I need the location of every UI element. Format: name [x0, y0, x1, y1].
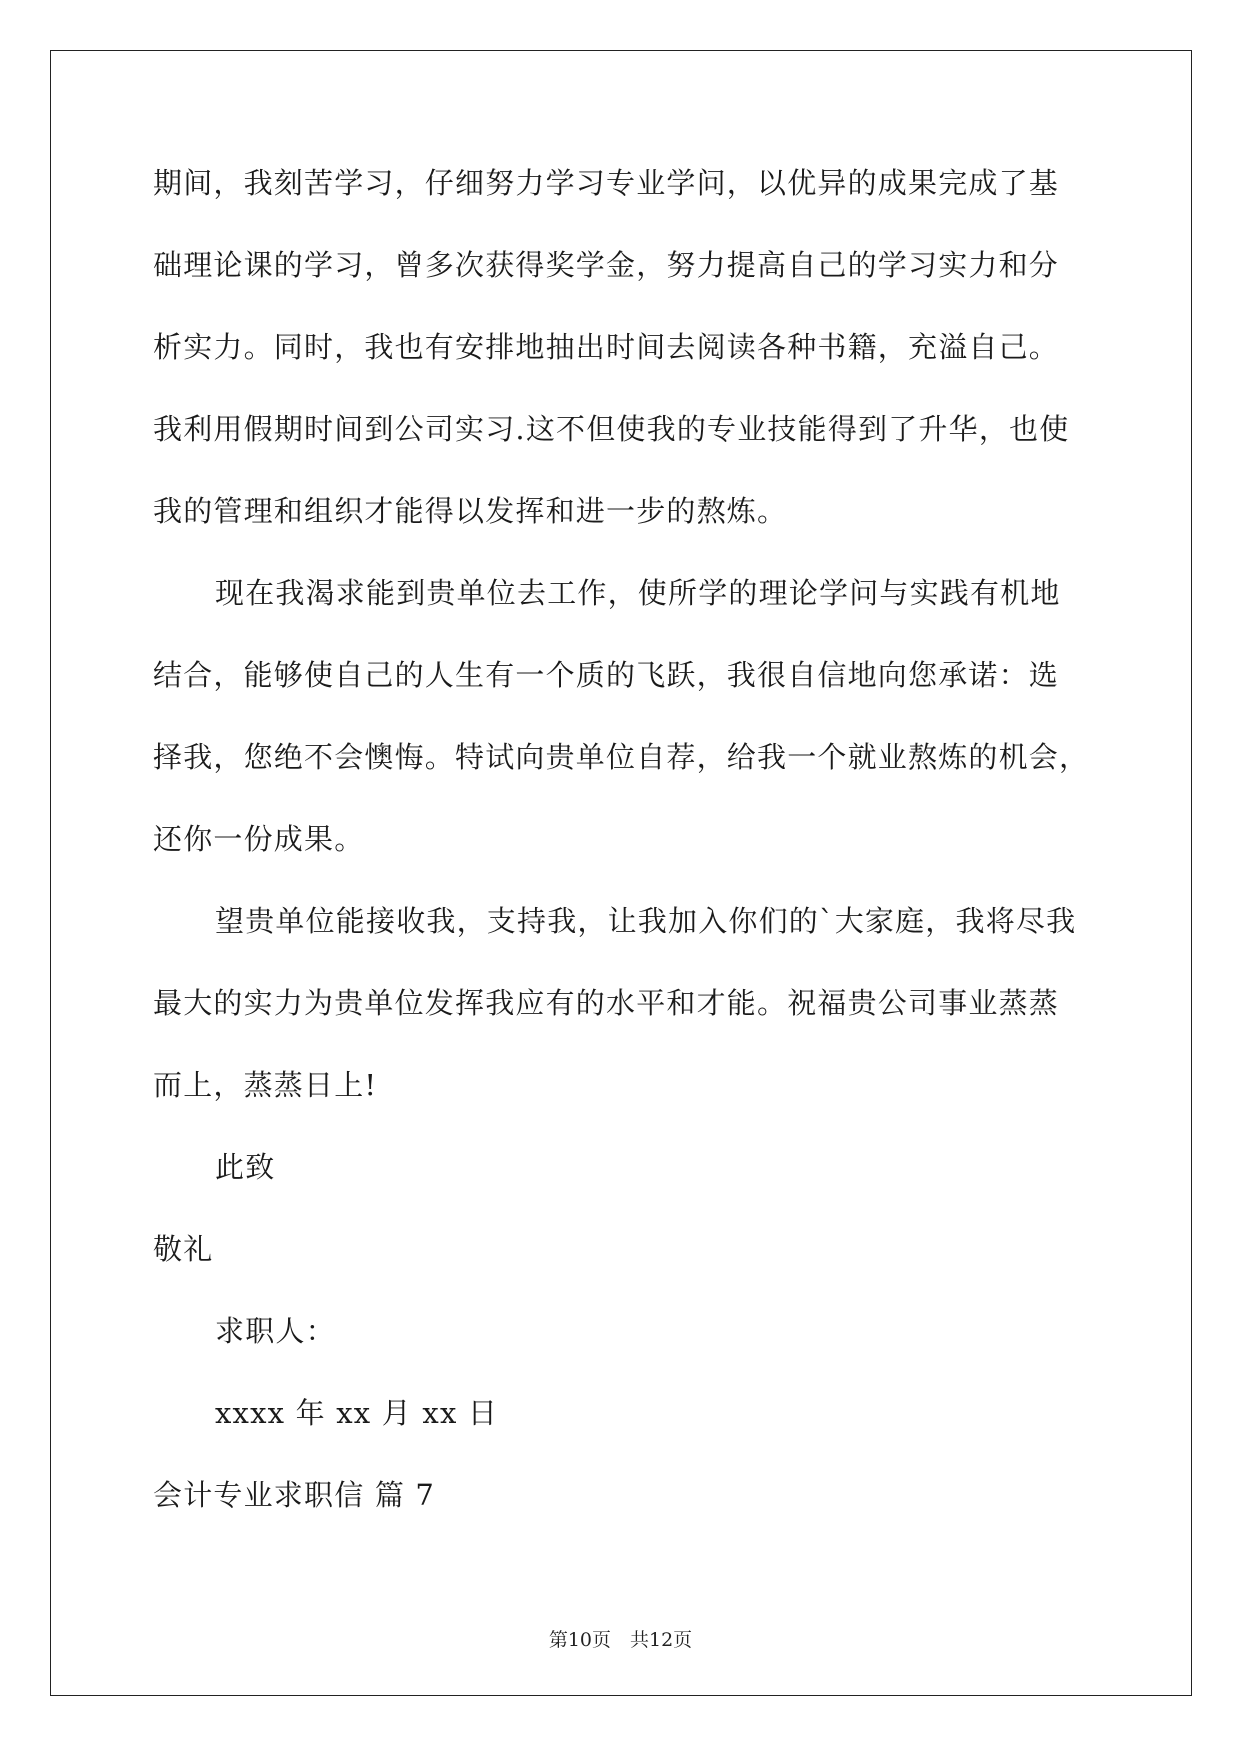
closing-salutation: 此致	[215, 1150, 276, 1184]
text-line: 望贵单位能接收我，支持我，让我加入你们的`大家庭，我将尽我	[215, 904, 1077, 938]
date-line: xxxx 年 xx 月 xx 日	[215, 1396, 499, 1430]
text-line: 析实力。同时，我也有安排地抽出时间去阅读各种书籍，充溢自己。	[153, 330, 1060, 364]
text-line: 而上，蒸蒸日上!	[153, 1068, 378, 1102]
closing-regards: 敬礼	[153, 1232, 214, 1266]
text-line: 期间，我刻苦学习，仔细努力学习专业学问，以优异的成果完成了基	[153, 166, 1060, 200]
text-line: 我的管理和组织才能得以发挥和进一步的熬炼。	[153, 494, 788, 528]
text-line: 结合，能够使自己的人生有一个质的飞跃，我很自信地向您承诺：选	[153, 658, 1060, 692]
letter-body	[153, 165, 1088, 1559]
section-heading: 会计专业求职信 篇 7	[153, 1478, 436, 1512]
signature-label: 求职人：	[215, 1314, 336, 1348]
page-number: 第10页 共12页	[548, 1629, 693, 1651]
text-line: 还你一份成果。	[153, 822, 365, 856]
text-line: 我利用假期时间到公司实习.这不但使我的专业技能得到了升华，也使	[153, 412, 1070, 446]
text-line: 础理论课的学习，曾多次获得奖学金，努力提高自己的学习实力和分	[153, 248, 1060, 282]
text-line: 择我，您绝不会懊悔。特试向贵单位自荐，给我一个就业熬炼的机会，	[153, 740, 1090, 774]
text-line: 现在我渴求能到贵单位去工作，使所学的理论学问与实践有机地	[215, 576, 1061, 610]
text-line: 最大的实力为贵单位发挥我应有的水平和才能。祝福贵公司事业蒸蒸	[153, 986, 1060, 1020]
